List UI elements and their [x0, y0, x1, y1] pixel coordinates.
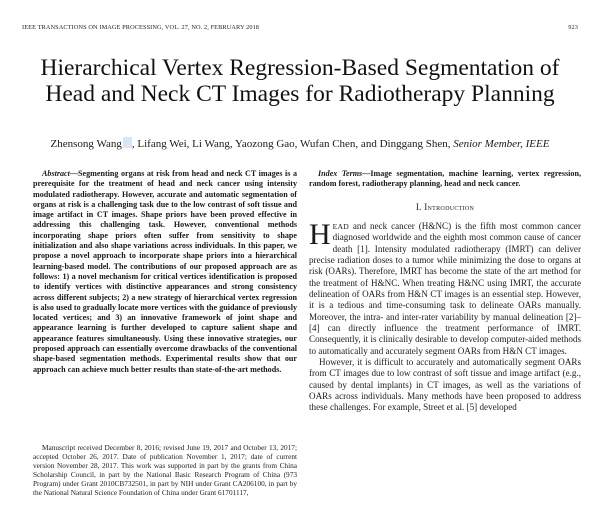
section-heading	[309, 202, 581, 212]
section-numeral: I.	[415, 201, 422, 212]
orcid-icon[interactable]	[123, 137, 132, 148]
co-authors: , Lifang Wei, Li Wang, Yaozong Gao, Wufan Chen, and Dinggang Shen,	[131, 138, 451, 150]
left-column	[33, 169, 297, 375]
lead-caps: EAD	[332, 221, 349, 231]
intro-paragraph-1	[309, 217, 581, 357]
abstract	[33, 169, 297, 375]
running-header	[22, 24, 578, 31]
right-column	[309, 169, 581, 414]
page-number: 923	[568, 24, 578, 31]
index-terms-text: Image segmentation, machine learning, vertex regression, random forest, radiotherapy planning, head and neck cancer.	[309, 169, 582, 189]
drop-cap: H	[309, 217, 331, 251]
journal-name: IEEE TRANSACTIONS ON IMAGE PROCESSING, VOL. 27, NO. 2, FEBRUARY 2018	[22, 24, 260, 31]
introduction-body	[309, 217, 581, 414]
first-author: Zhensong Wang	[50, 138, 122, 150]
footnote	[33, 443, 297, 498]
paragraph-1-text: and neck cancer (H&NC) is the fifth most common cancer diagnosed worldwide and the eighth most common cause of cancer death [1]. Intensity modulated radiotherapy (IMRT) can deliver precise radiation doses to a tumor while minimizing the dose to organs at risk (OARs). Therefore, IMRT has become the state of the art method for the treatment of H&NC. When treating H&NC using IMRT, the accurate delineation of OARs from H&N CT images is an essential step. However, it is a tedious and time-consuming task to delineate OARs manually. Moreover, the intra- and inter-rater variability by manual delineation [2]–[4] can directly influence the treatment performance of IMRT. Consequently, it is clinically desirable to develop computer-aided methods to automatically and accurately segment OARs from H&N CT images.	[309, 220, 581, 356]
paper-title: Hierarchical Vertex Regression-Based Segmentation of Head and Neck CT Images for Radiotherapy Planning	[40, 55, 560, 107]
abstract-text: Segmenting organs at risk from head and neck CT images is a prerequisite for the treatment of head and neck cancer using intensity modulated radiotherapy. However, accurate and automatic segmentation of organs at risk is a challenging task due to the low contrast of soft tissue and image artifact in CT images. Shape priors have been proved effective in addressing this challenging task. However, conventional methods incorporating shape priors often suffer from sensitivity to shape initialization and also shape variations across individuals. In this paper, we propose a novel approach to incorporate shape priors into a hierarchical learning-based model. The contributions of our proposed approach are as follows: 1) a novel mechanism for critical vertices identification is proposed to identify vertices with distinctive appearances and strong consistency across different subjects; 2) a new strategy of hierarchical vertex regression is also used to gradually locate more vertices with the guidance of previously located vertices; and 3) an innovative framework of joint shape and appearance learning is further developed to capture salient shape and appearance features simultaneously. Using these innovative strategies, our proposed approach can essentially overcome drawbacks of the conventional shape-based segmentation methods. Experimental results show that our approach can achieve much better results than state-of-the-art methods.	[33, 169, 297, 374]
author-membership: Senior Member, IEEE	[453, 138, 550, 150]
index-terms	[309, 169, 581, 190]
intro-paragraph-2: However, it is difficult to accurately and automatically segment OARs from CT images due to low contrast of soft tissue and image artifact (e.g., caused by dental implants) in CT images, as well as the variations of OARs across individuals. Many methods have been proposed to address these challenges. For example, Street et al. [5] developed	[309, 357, 581, 413]
index-terms-label: Index Terms—	[318, 169, 371, 178]
abstract-label: Abstract—	[42, 169, 78, 178]
section-title: Introduction	[424, 201, 475, 212]
author-line	[20, 137, 580, 151]
footnote-text: Manuscript received December 8, 2016; revised June 19, 2017 and October 13, 2017; accepted October 26, 2017. Date of publication November 1, 2017; date of current version November 28, 2017. This work was supported in part by the grants from China Scholarship Council, in part by the National Basic Research Program of China (973 Program) under Grant 2010CB732501, in part by NIH under Grant CA206100, in part by the National Natural Science Foundation of China under Grant 61701117,	[33, 443, 297, 498]
